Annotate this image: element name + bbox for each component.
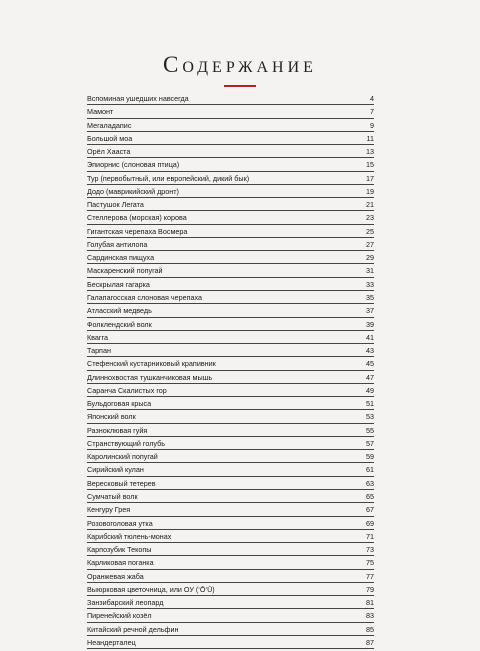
toc-entry[interactable]	[87, 94, 374, 107]
toc-entry-page-number: 77	[366, 571, 374, 581]
toc-entry[interactable]	[87, 399, 374, 412]
toc-entry-page-number: 53	[366, 412, 374, 422]
toc-entry-title: Гигантская черепаха Восмера	[87, 226, 188, 236]
toc-entry-title: Карликовая поганка	[87, 558, 154, 568]
toc-entry-title: Атласский медведь	[87, 306, 152, 316]
toc-entry[interactable]	[87, 359, 374, 372]
toc-entry-title: Вересковый тетерев	[87, 478, 156, 488]
toc-entry-title: Галапагосская слоновая черепаха	[87, 292, 202, 302]
toc-entry-title: Бескрылая гагарка	[87, 279, 150, 289]
toc-entry-page-number: 67	[366, 505, 374, 515]
toc-entry-title: Додо (маврикийский дронт)	[87, 186, 179, 196]
toc-entry-page-number: 29	[366, 253, 374, 263]
toc-entry[interactable]	[87, 253, 374, 266]
toc-entry-title: Мамонт	[87, 107, 114, 117]
toc-entry-title: Каролинский попугай	[87, 452, 158, 462]
toc-entry-page-number: 7	[370, 107, 374, 117]
title-underline-rule	[224, 85, 256, 87]
toc-entry-title: Орёл Хааста	[87, 147, 131, 157]
toc-entry-page-number: 13	[366, 147, 374, 157]
toc-entry-page-number: 23	[366, 213, 374, 223]
toc-entry-page-number: 63	[366, 478, 374, 488]
toc-entry-page-number: 55	[366, 425, 374, 435]
toc-entry-page-number: 41	[366, 332, 374, 342]
toc-entry-title: Пиренейский козёл	[87, 611, 152, 621]
toc-entry-page-number: 83	[366, 611, 374, 621]
toc-entry-page-number: 4	[370, 94, 374, 103]
toc-entry-title: Тарпан	[87, 346, 111, 356]
toc-entry-title: Стефенский кустарниковый крапивник	[87, 359, 216, 369]
toc-entry-page-number: 27	[366, 239, 374, 249]
toc-entry[interactable]	[87, 213, 374, 226]
toc-entry-page-number: 81	[366, 598, 374, 608]
toc-entry-page-number: 25	[366, 226, 374, 236]
toc-entry-title: Японский волк	[87, 412, 136, 422]
toc-entry[interactable]	[87, 558, 374, 571]
toc-entry[interactable]	[87, 598, 374, 611]
toc-entry-title: Карибский тюлень-монах	[87, 531, 172, 541]
toc-entry[interactable]	[87, 426, 374, 439]
toc-entry-title: Голубая антилопа	[87, 239, 148, 249]
toc-entry-title: Тур (первобытный, или европейский, дикий бык)	[87, 173, 250, 183]
toc-entry[interactable]	[87, 386, 374, 399]
toc-entry[interactable]	[87, 121, 374, 134]
toc-entry[interactable]	[87, 465, 374, 478]
toc-entry-title: Выюрковая цветочница, или ОУ (‘Ō‘Ū)	[87, 584, 215, 594]
toc-entry-title: Розовоголовая утка	[87, 518, 153, 528]
page-title: Содержание	[163, 52, 317, 77]
toc-entry-page-number: 9	[370, 120, 374, 130]
toc-entry[interactable]	[87, 638, 374, 651]
toc-entry[interactable]	[87, 174, 374, 187]
toc-entry-page-number: 21	[366, 200, 374, 210]
toc-entry-page-number: 75	[366, 558, 374, 568]
toc-entry[interactable]	[87, 346, 374, 359]
toc-entry[interactable]	[87, 333, 374, 346]
toc-entry-title: Пастушок Легата	[87, 200, 144, 210]
toc-entry[interactable]	[87, 373, 374, 386]
toc-entry[interactable]	[87, 572, 374, 585]
toc-entry[interactable]	[87, 227, 374, 240]
toc-entry-title: Эпиорнис (слоновая птица)	[87, 160, 180, 170]
toc-entry-title: Неандерталец	[87, 637, 136, 647]
toc-entry[interactable]	[87, 439, 374, 452]
toc-entry-page-number: 43	[366, 346, 374, 356]
toc-entry[interactable]	[87, 280, 374, 293]
toc-entry[interactable]	[87, 585, 374, 598]
toc-entry[interactable]	[87, 107, 374, 120]
toc-entry-page-number: 59	[366, 452, 374, 462]
toc-entry[interactable]	[87, 452, 374, 465]
toc-entry-title: Карпозубик Текопы	[87, 545, 152, 555]
toc-entry-page-number: 47	[366, 372, 374, 382]
toc-entry-page-number: 19	[366, 186, 374, 196]
toc-entry-title: Стеллерова (морская) корова	[87, 213, 187, 223]
toc-entry-title: Кенгуру Грея	[87, 505, 131, 515]
toc-entry-page-number: 65	[366, 491, 374, 501]
toc-entry-title: Саранча Скалистых гор	[87, 385, 167, 395]
toc-entry-page-number: 49	[366, 385, 374, 395]
toc-entry[interactable]	[87, 505, 374, 518]
toc-entry-page-number: 79	[366, 584, 374, 594]
toc-entry-page-number: 37	[366, 306, 374, 316]
toc-entry[interactable]	[87, 187, 374, 200]
toc-entry[interactable]	[87, 625, 374, 638]
toc-entry-page-number: 39	[366, 319, 374, 329]
toc-entry[interactable]	[87, 200, 374, 213]
toc-entry-title: Китайский речной дельфин	[87, 624, 179, 634]
toc-entry[interactable]	[87, 545, 374, 558]
toc-entry[interactable]	[87, 266, 374, 279]
toc-entry-title: Бульдоговая крыса	[87, 399, 152, 409]
toc-entry[interactable]	[87, 320, 374, 333]
toc-entry[interactable]	[87, 306, 374, 319]
toc-entry-title: Мегаладапис	[87, 120, 132, 130]
toc-entry-page-number: 61	[366, 465, 374, 475]
toc-entry[interactable]	[87, 147, 374, 160]
toc-entry-page-number: 87	[366, 637, 374, 647]
toc-entry[interactable]	[87, 519, 374, 532]
toc-entry-page-number: 17	[366, 173, 374, 183]
toc-entry-title: Вспоминая ушедших навсегда	[87, 94, 189, 103]
toc-entry[interactable]	[87, 160, 374, 173]
toc-entry-title: Разноклювая гуйя	[87, 425, 148, 435]
toc-entry[interactable]	[87, 412, 374, 425]
toc-entry-page-number: 57	[366, 438, 374, 448]
toc-entry-title: Маскаренский попугай	[87, 266, 163, 276]
toc-entry-page-number: 69	[366, 518, 374, 528]
toc-entry[interactable]	[87, 611, 374, 624]
toc-entry-title: Странствующий голубь	[87, 438, 165, 448]
toc-entry[interactable]	[87, 134, 374, 147]
toc-entry-page-number: 11	[366, 133, 374, 143]
toc-entry-page-number: 31	[366, 266, 374, 276]
toc-entry-page-number: 51	[366, 399, 374, 409]
toc-entry-title: Большой моа	[87, 133, 133, 143]
toc-entry-title: Оранжевая жаба	[87, 571, 144, 581]
toc-entry-title: Сирийский кулан	[87, 465, 144, 475]
toc-entry-page-number: 45	[366, 359, 374, 369]
toc-entry[interactable]	[87, 293, 374, 306]
toc-entry-title: Квагга	[87, 332, 109, 342]
toc-entry-title: Сумчатый волк	[87, 491, 138, 501]
toc-entry-title: Длиннохвостая тушканчиковая мышь	[87, 372, 213, 382]
toc-entry-title: Фолклендский волк	[87, 319, 152, 329]
toc-entry-page-number: 85	[366, 624, 374, 634]
toc-entry-page-number: 15	[366, 160, 374, 170]
toc-entry[interactable]	[87, 492, 374, 505]
toc-entry-title: Сардинская пищуха	[87, 253, 155, 263]
toc-entry[interactable]	[87, 240, 374, 253]
toc-entry-page-number: 73	[366, 545, 374, 555]
toc-entry-page-number: 71	[366, 531, 374, 541]
toc-entry-page-number: 33	[366, 279, 374, 289]
toc-entry-title: Занзибарский леопард	[87, 598, 164, 608]
toc-entry-page-number: 35	[366, 292, 374, 302]
toc-entry[interactable]	[87, 532, 374, 545]
toc-entry[interactable]	[87, 479, 374, 492]
table-of-contents	[87, 94, 374, 651]
